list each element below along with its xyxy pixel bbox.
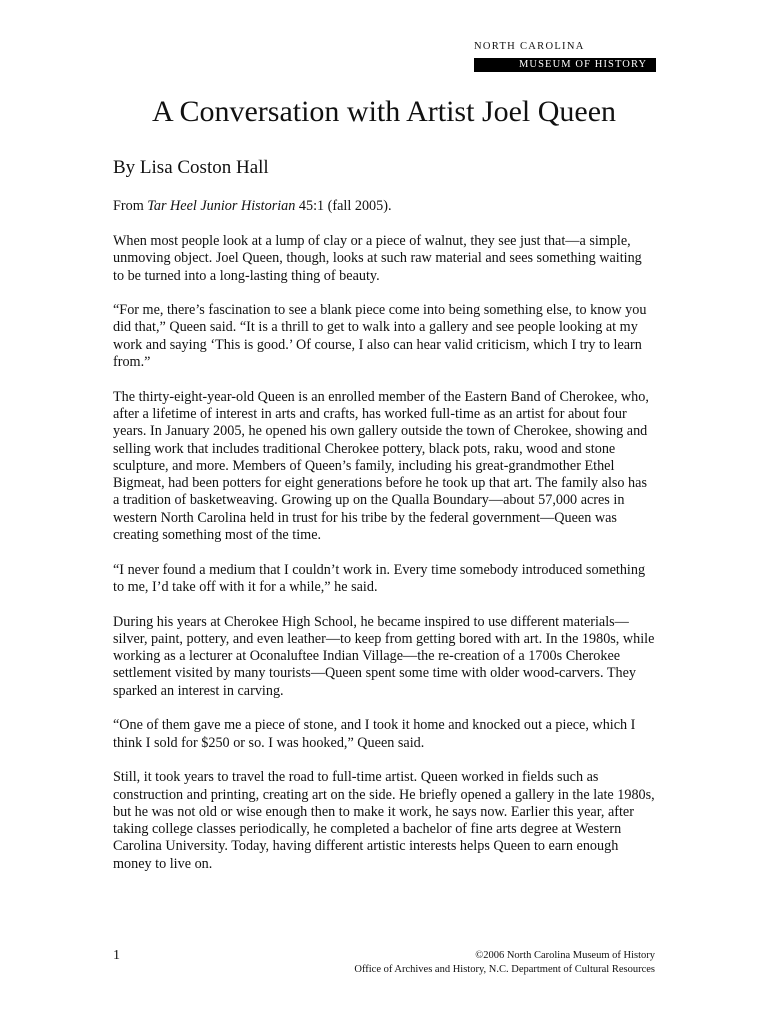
article-body	[113, 233, 655, 890]
byline: By Lisa Coston Hall	[113, 157, 269, 178]
paragraph: The thirty-eight-year-old Queen is an enrolled member of the Eastern Band of Cherokee, who, after a lifetime of interest in arts and crafts, has worked full-time as an artist for about four years. In January 2005, he opened his own gallery outside the town of Cherokee, showing and selling work that includes traditional Cherokee pottery, black pots, raku, wood and stone sculpture, and more. Members of Queen’s family, including his great-grandmother Ethel Bigmeat, had been potters for eight generations before he took up that art. The family also has a tradition of basketweaving. Growing up on the Qualla Boundary—about 57,000 acres in western North Carolina held in trust for his tribe by the federal government—Queen was creating something most of the time.	[113, 388, 649, 544]
paragraph: Still, it took years to travel the road to full-time artist. Queen worked in fields such as construction and printing, creating art on the side. He briefly opened a gallery in the late 1980s, but he was not old or wise enough then to make it work, he says now. Earlier this year, after taking college classes periodically, he completed a bachelor of fine arts degree at Western Carolina University. Today, having different artistic interests helps Queen to earn enough money to live on.	[113, 769, 655, 872]
publication-name: Tar Heel Junior Historian	[147, 198, 296, 214]
logo-top-line: NORTH CAROLINA	[474, 41, 585, 52]
museum-logo	[474, 41, 656, 72]
footer-credits	[354, 949, 655, 977]
source-suffix: 45:1 (fall 2005).	[295, 198, 392, 214]
paragraph: “For me, there’s fascination to see a blank piece come into being something else, to know you did that,” Queen said. “It is a thrill to get to walk into a gallery and see people looking at my work and saying ‘This is good.’ Of course, I also can hear valid criticism, which I try to learn from.”	[113, 302, 647, 371]
paragraph: When most people look at a lump of clay or a piece of walnut, they see just that—a simple, unmoving object. Joel Queen, though, looks at such raw material and sees something waiting to be turned into a long-lasting thing of beauty.	[113, 233, 642, 284]
source-prefix: From	[113, 198, 148, 214]
source-line	[113, 197, 392, 215]
page-number: 1	[113, 948, 120, 963]
article-title: A Conversation with Artist Joel Queen	[151, 95, 617, 128]
footer-office: Office of Archives and History, N.C. Department of Cultural Resources	[354, 964, 655, 975]
paragraph: “One of them gave me a piece of stone, and I took it home and knocked out a piece, which I think I sold for $250 or so. I was hooked,” Queen said.	[113, 717, 636, 751]
footer-copyright: ©2006 North Carolina Museum of History	[475, 950, 655, 961]
paragraph: During his years at Cherokee High School, he became inspired to use different materials—silver, paint, pottery, and even leather—to keep from getting bored with art. In the 1980s, while working as a lecturer at Oconaluftee Indian Village—the re-creation of a 1700s Cherokee settlement visited by many tourists—Queen spent some time with older wood-carvers. They sparked an interest in carving.	[113, 613, 655, 699]
logo-bar: MUSEUM OF HISTORY	[474, 58, 656, 72]
paragraph: “I never found a medium that I couldn’t work in. Every time somebody introduced something to me, I’d take off with it for a while,” he said.	[113, 561, 646, 595]
